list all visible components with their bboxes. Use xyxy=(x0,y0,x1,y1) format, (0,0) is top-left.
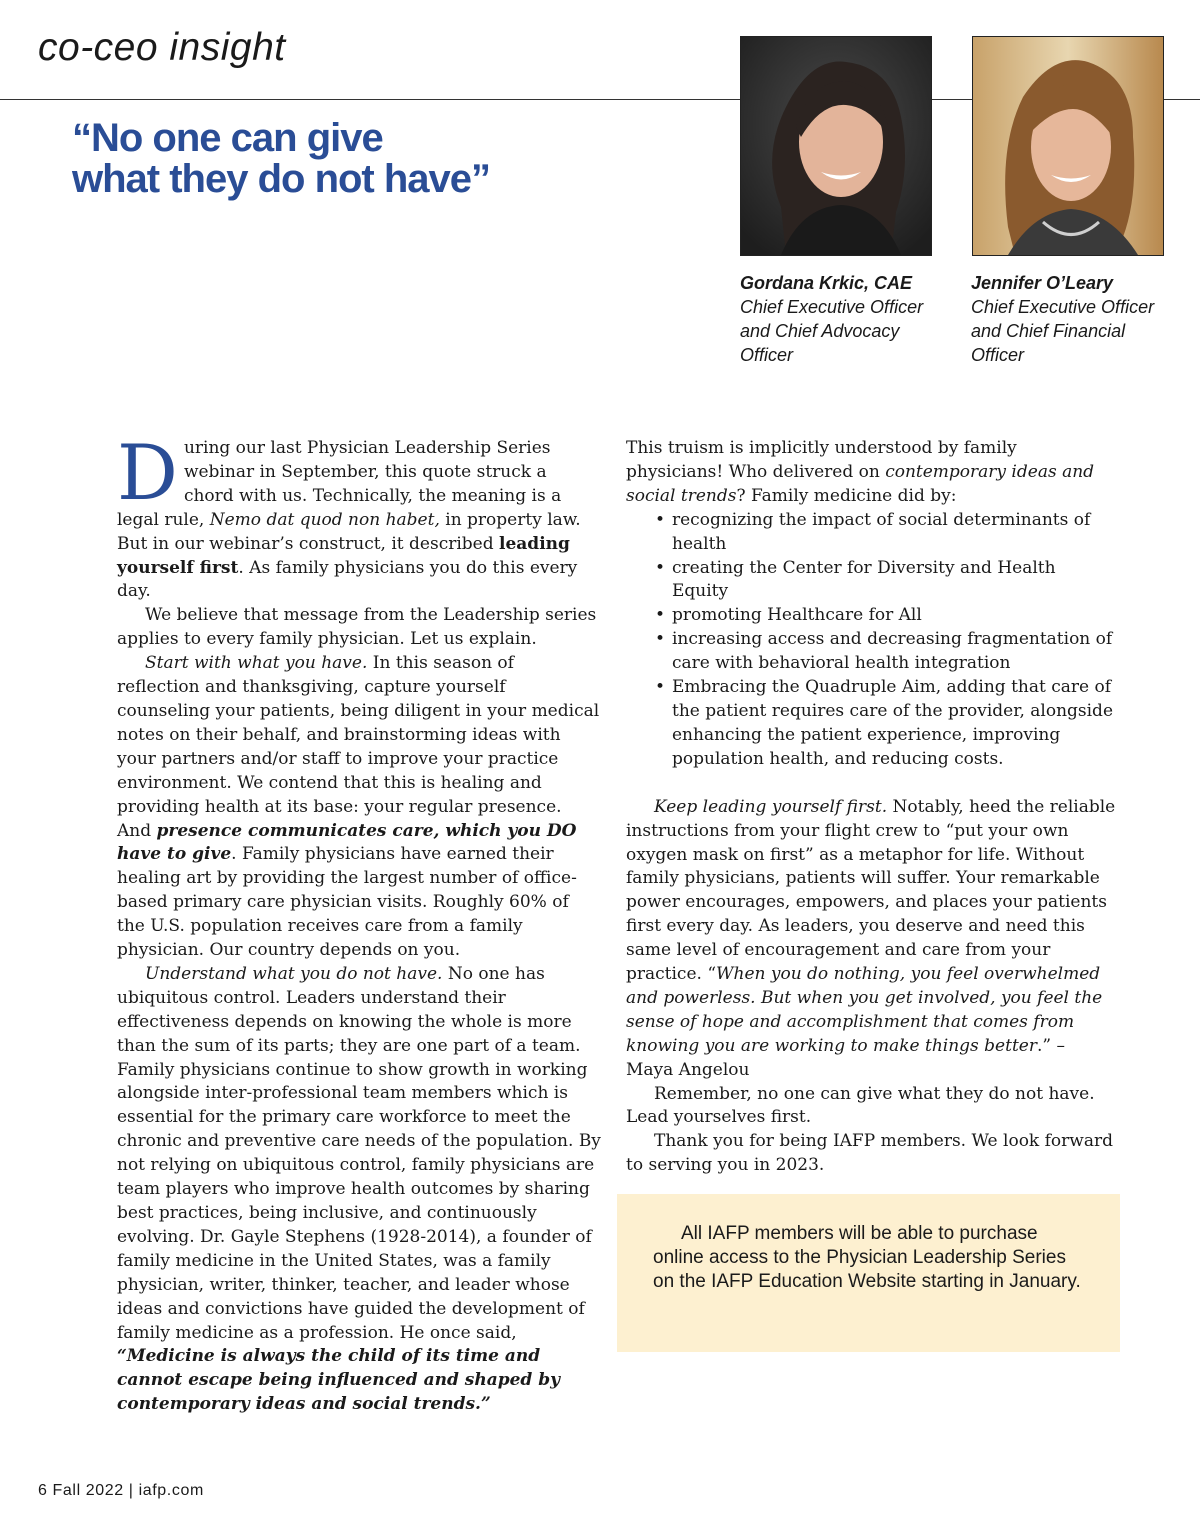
list-item: • Embracing the Quadruple Aim, adding that care of the patient requires care of the provider, alongside enhancing the patient experience, improving population health, and reducing costs. xyxy=(672,676,1116,772)
spacer xyxy=(626,772,1116,796)
author-name: Jennifer O’Leary xyxy=(971,273,1114,293)
drop-cap: D xyxy=(117,428,178,517)
bullet-list xyxy=(626,509,1116,772)
paragraph xyxy=(117,428,601,604)
quote: “Medicine is always the child of its time and cannot escape being influenced and shaped by contemporary ideas and social trends.” xyxy=(117,1346,560,1415)
headline-line-1: “No one can give xyxy=(72,116,383,160)
text: . Family physicians have earned their healing art by providing the largest number of office-based primary care physician visits. Roughly 60% of the U.S. population receives care from a family physician. Our country depends on you. xyxy=(117,844,577,961)
author-role-line: Officer xyxy=(971,345,1025,365)
headline-line-2: what they do not have” xyxy=(72,157,491,201)
paragraph xyxy=(117,652,601,963)
author-role-line: Chief Executive Officer xyxy=(971,297,1155,317)
article-column-right xyxy=(626,437,1116,1226)
text: ? Family medicine did by: xyxy=(736,485,957,506)
list-item: • promoting Healthcare for All xyxy=(672,604,1116,628)
author-role-line: and Chief Financial xyxy=(971,321,1126,341)
author-role-line: Officer xyxy=(740,345,794,365)
paragraph xyxy=(626,796,1116,1083)
page-footer: 6 Fall 2022 | iafp.com xyxy=(38,1482,204,1499)
emphasis: presence communicates care, which you DO have to give xyxy=(117,820,577,865)
paragraph xyxy=(626,437,1116,509)
paragraph: Thank you for being IAFP members. We look forward to serving you in 2023. xyxy=(626,1131,1113,1176)
page-title xyxy=(72,118,672,200)
text: In this season of reflection and thanksgiving, capture yourself counseling your patients, being diligent in your medical notes on their behalf, and brainstorming ideas with your partners and/or staff to improve your practice environment. We contend that this is healing and providing health at its base: your regular presence. And xyxy=(117,653,600,841)
text: Notably, heed the reliable instructions from your flight crew to “put your own oxygen mask on first” as a metaphor for life. Without family physicians, patients will suffer. Your remarkable power encourages, empowers, and places your patients first every day. As leaders, you deserve and need this same level of encouragement and care from your practice. “ xyxy=(626,796,1116,985)
subhead: Start with what you have. xyxy=(145,653,368,674)
subhead: Understand what you do not have. xyxy=(145,963,443,984)
emphasis: contemporary ideas and social trends xyxy=(626,461,1095,506)
author-caption-gordana xyxy=(740,271,965,367)
list-item: • increasing access and decreasing fragmentation of care with behavioral health integration xyxy=(672,628,1116,676)
author-photo-gordana xyxy=(740,36,932,256)
article-column-left xyxy=(117,428,601,1417)
author-role-line: Chief Executive Officer xyxy=(740,297,924,317)
paragraph: Remember, no one can give what they do not have. Lead yourselves first. xyxy=(626,1083,1095,1128)
text: No one has ubiquitous control. Leaders understand their effectiveness depends on knowing the whole is more than the sum of its parts; they are one part of a team. Family physicians continue to show growth in working alongside inter-professional team members which is essential for the primary care workforce to meet the chronic and preventive care needs of the population. By not relying on ubiquitous control, family physicians are team players who improve health outcomes by sharing best practices, being inclusive, and continuously evolving. Dr. Gayle Stephens (1928-2014), a founder of family medicine in the United States, was a family physician, writer, thinker, teacher, and leader whose ideas and convictions have guided the development of family medicine as a profession. He once said, xyxy=(117,963,601,1343)
author-caption-jennifer xyxy=(971,271,1196,367)
author-name: Gordana Krkic, CAE xyxy=(740,273,913,293)
callout-box xyxy=(617,1194,1120,1352)
author-role-line: and Chief Advocacy xyxy=(740,321,900,341)
text: .” – Maya Angelou xyxy=(626,1035,1065,1080)
paragraph: We believe that message from the Leadership series applies to every family physician. Let us explain. xyxy=(117,605,597,650)
text: in property law. But in our webinar’s construct, it described xyxy=(117,509,581,554)
section-label: co-ceo insight xyxy=(38,26,286,69)
list-item: • creating the Center for Diversity and Health Equity xyxy=(672,557,1116,605)
text: uring our last Physician Leadership Series webinar in September, this quote struck a chord with us. Technically, the meaning is a legal rule, xyxy=(117,438,562,530)
emphasis: leading yourself first xyxy=(117,533,570,578)
list-item: • recognizing the impact of social determinants of health xyxy=(672,509,1116,557)
text: . As family physicians you do this every day. xyxy=(117,557,578,602)
quote: When you do nothing, you feel overwhelmed and powerless. But when you get involved, you feel the sense of hope and accomplishment that comes from knowing you are working to make things better xyxy=(626,964,1103,1056)
paragraph xyxy=(117,963,601,1417)
author-photo-jennifer xyxy=(972,36,1164,256)
latin-phrase: Nemo dat quod non habet, xyxy=(209,509,440,530)
subhead: Keep leading yourself first. xyxy=(654,796,888,817)
callout-text: All IAFP members will be able to purchase online access to the Physician Leadership Series on the IAFP Education Website starting in January. xyxy=(653,1223,1081,1292)
text: This truism is implicitly understood by family physicians! Who delivered on xyxy=(626,438,1017,482)
